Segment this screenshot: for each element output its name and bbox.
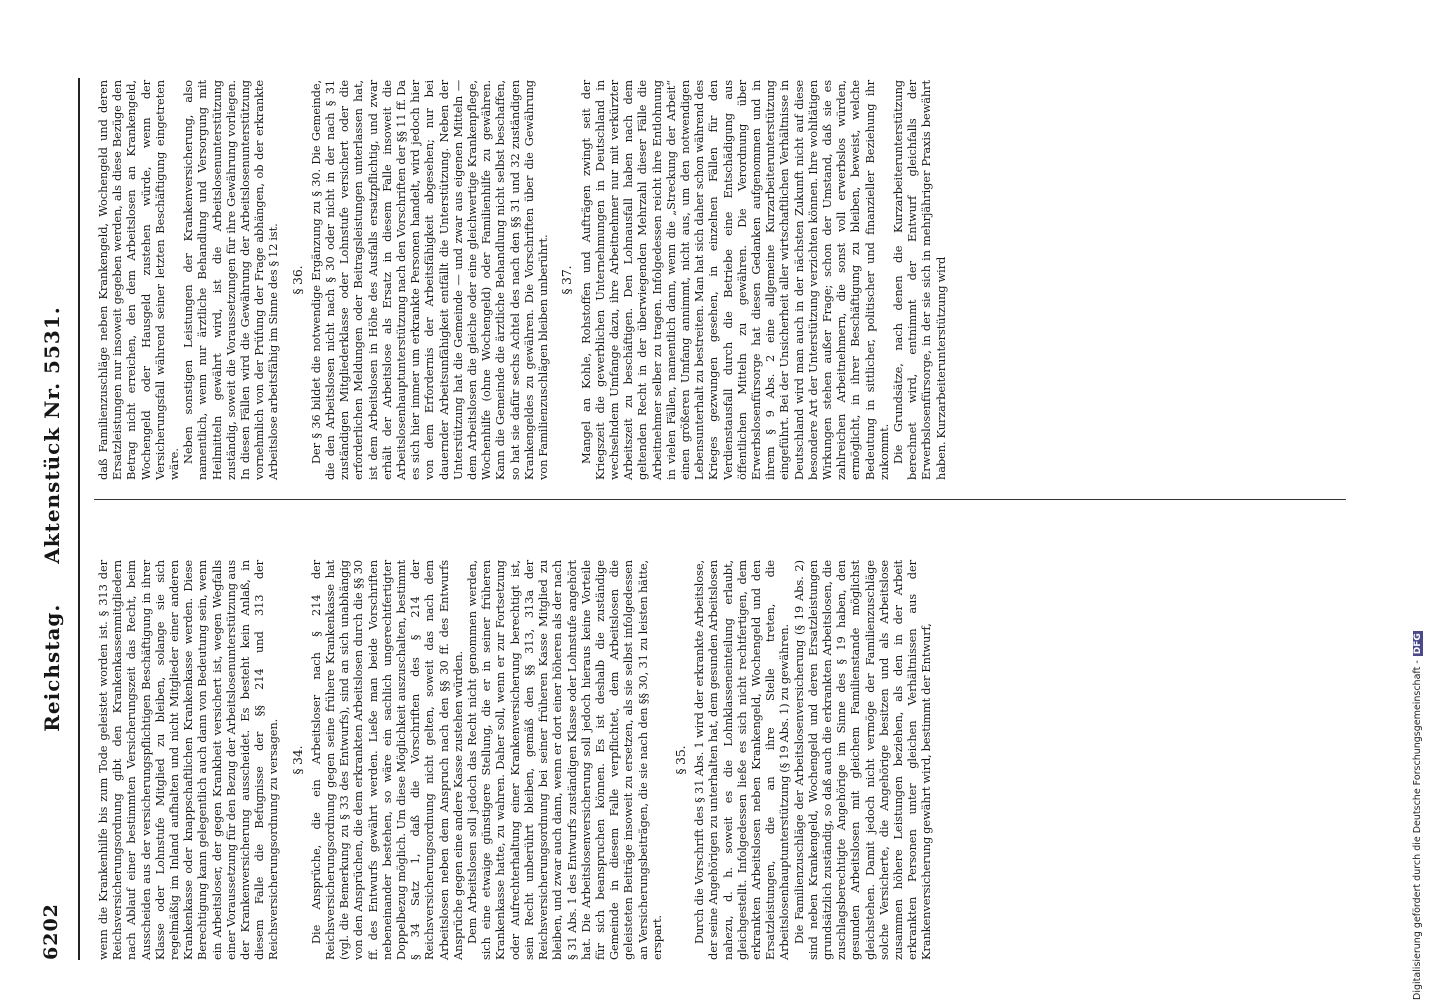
paragraph: Die Grundsätze, nach denen die Kurzarbeiterunterstützung berechnet wird, entnimmt der Entwurf gleichfalls der Erwerbslosenfürsorge, in der sie sich in mehrjähriger Praxis bewährt haben. Kurzarbeiterunterstützung wird [890, 80, 948, 480]
digitization-note [1412, 0, 1430, 1000]
section-heading-34: § 34. [289, 745, 305, 775]
paragraph: Durch die Vorschrift des § 31 Abs. 1 wird der erkrankte Arbeitslose, der seine Angehörigen zu unterhalten hat, dem gesunden Arbeitslosen nahezu, d. h. soweit es die Lohnklasseneinteilung erlaubt, gleichgestellt. Infolgedessen ließe es sich nicht rechtfertigen, dem erkrankten Arbeitslosen neben Krankengeld, Wochengeld und den Ersatzleistungen, die an ihre Stelle treten, die Arbeitslosenhauptunterstützung (§ 19 Abs. 1) zu gewähren. [692, 560, 792, 960]
page-header [40, 78, 74, 960]
paragraph: Mangel an Kohle, Rohstoffen und Aufträgen zwingt seit der Kriegszeit die gewerblichen Unternehmungen in Deutschland in wechselndem Umfange dazu, ihre Arbeitnehmer nur mit verkürzter Arbeitszeit zu beschäftigen. Den Lohnausfall haben nach dem geltenden Recht in der überwiegenden Mehrzahl dieser Fälle die Arbeitnehmer selber zu tragen. Infolgedessen reicht ihre Entlohnung in vielen Fällen, namentlich dann, wenn die „Streckung der Arbeit“ einen größeren Umfang annimmt, nicht aus, um den notwendigen Lebensunterhalt zu bestreiten. Man hat sich daher schon während des Krieges gezwungen gesehen, in einzelnen Fällen für den Verdienstausfall durch die Betriebe eine Entschädigung aus öffentlichen Mitteln zu gewähren. Die Verordnung über Erwerbslosenfürsorge hat diesen Gedanken aufgenommen und in ihrem § 9 Abs. 2 eine allgemeine Kurzarbeiterunterstützung eingeführt. Bei der Unsicherheit aller wirtschaftlichen Verhältnisse in Deutschland wird man auch in der nächsten Zukunft nicht auf diese besondere Art der Unterstützung verzichten können. Ihre wohltätigen Wirkungen stehen außer Frage; schon der Umstand, daß sie es zahlreichen Arbeitnehmern, die sonst voll erwerbslos würden, ermöglicht, in ihrer Beschäftigung zu bleiben, beweist, welche Bedeutung in sittlicher, politischer und finanzieller Beziehung ihr zukommt. [578, 80, 891, 480]
section-heading-36: § 36. [289, 265, 305, 295]
header-rule [78, 78, 80, 960]
paragraph: wenn die Krankenhilfe bis zum Tode geleistet worden ist. § 313 der Reichsversicherungsordnung gibt den Krankenkassenmitgliedern nach Ablauf einer bestimmten Versicherungszeit das Recht, beim Ausscheiden aus der versicherungspflichtigen Beschäftigung in ihrer Klasse oder Lohnstufe Mitglied zu bleiben, solange sie sich regelmäßig im Inland aufhalten und nicht Mitglieder einer anderen Krankenkasse oder knappschaftlichen Krankenkasse werden. Diese Berechtigung kann gelegentlich auch dann von Bedeutung sein, wenn ein Arbeitsloser, der gegen Krankheit versichert ist, wegen Wegfalls einer Voraussetzung für den Bezug der Arbeitslosenunterstützung aus der Krankenversicherung ausscheidet. Es besteht kein Anlaß, in diesem Falle die Befugnisse der §§ 214 und 313 der Reichsversicherungsordnung zu versagen. [96, 560, 281, 960]
paragraph: Die Ansprüche, die ein Arbeitsloser nach § 214 der Reichsversicherungsordnung gegen seine frühere Krankenkasse hat (vgl. die Bemerkung zu § 33 des Entwurfs), sind an sich unabhängig von den Ansprüchen, die dem erkrankten Arbeitslosen durch die §§ 30 ff. des Entwurfs gewährt werden. Ließe man beide Vorschriften nebeneinander bestehen, so wäre ein sachlich ungerechtfertigter Doppelbezug möglich. Um diese Möglichkeit auszuschalten, bestimmt § 34 Satz 1, daß die Vorschriften des § 214 der Reichsversicherungsordnung nicht gelten, soweit das nach dem Arbeitslosen neben dem Anspruch nach den §§ 30 ff. des Entwurfs Ansprüche gegen eine andere Kasse zustehen würden. [308, 560, 465, 960]
dfg-logo: DFG [1413, 633, 1423, 655]
paragraph: Dem Arbeitslosen soll jedoch das Recht nicht genommen werden, sich eine etwaige günstigere Stellung, die er in seiner früheren Krankenkasse hatte, zu wahren. Daher soll, wenn er zur Fortsetzung oder Aufrechterhaltung einer Krankenversicherung berechtigt ist, sein Recht unberührt bleiben, gemäß den §§ 313, 313a der Reichsversicherungsordnung bei seiner früheren Kasse Mitglied zu bleiben, und zwar auch dann, wenn er dort einer höheren als der nach § 31 Abs. 1 des Entwurfs zuständigen Klasse oder Lohnstufe angehört hat. Die Arbeitslosenversicherung soll jedoch hieraus keine Vorteile für sich beanspruchen können. Es ist deshalb die zuständige Gemeinde in diesem Falle verpflichtet, dem Arbeitslosen die geleisteten Beiträge insoweit zu ersetzen, als sie selbst infolgedessen an Versicherungsbeiträgen, die sie nach den §§ 30, 31 zu leisten hätte, erspart. [465, 560, 664, 960]
title-right: Aktenstück Nr. 5531. [40, 306, 64, 564]
left-column [96, 560, 934, 960]
paragraph: Die Familienzuschläge der Arbeitslosenversicherung (§ 19 Abs. 2) sind neben Krankengeld, Wochengeld und deren Ersatzleistungen grundsätzlich zuständig, so daß auch die erkrankten Arbeitslosen, die zuschlagsberechtigte Angehörige im Sinne des § 19 haben, den gesunden Arbeitslosen mit gleichem Familienstande möglichst gleichstehen. Damit jedoch nicht vermöge der Familienzuschläge solche Versicherte, die Angehörige besitzen und als Arbeitslose zusammen höhere Leistungen beziehen, als den in der Arbeit erkrankten Personen unter gleichen Verhältnissen aus der Krankenversicherung gewährt wird, bestimmt der Entwurf, [791, 560, 934, 960]
section-heading-37: § 37. [559, 265, 575, 295]
column-divider [94, 499, 1346, 500]
right-column [96, 80, 948, 480]
page-title [40, 78, 64, 960]
paragraph: daß Familienzuschläge neben Krankengeld, Wochengeld und deren Ersatzleistungen nur insoweit gegeben werden, als diese Bezüge den Betrag nicht erreichen, den dem Arbeitslosen an Krankengeld, Wochengeld oder Hausgeld zustehen würde, wenn der Versicherungsfall während seiner letzten Beschäftigung eingetreten wäre. [96, 80, 182, 480]
title-left: Reichstag. [40, 603, 64, 732]
page-number: 6202 [40, 903, 62, 960]
paragraph: Neben sonstigen Leistungen der Krankenversicherung, also namentlich, wenn nur ärztliche Behandlung und Versorgung mit Heilmitteln gewährt wird, ist die Arbeitslosenunterstützung zuständig, soweit die Voraussetzungen für ihre Gewährung vorliegen. In diesen Fällen wird die Gewährung der Arbeitslosenunterstützung vornehmlich von der Prüfung der Frage abhängen, ob der erkrankte Arbeitslose arbeitsfähig im Sinne des § 12 ist. [181, 80, 281, 480]
section-heading-35: § 35. [672, 745, 688, 775]
digitization-text: Digitalisierung gefördert durch die Deutsche Forschungsgemeinschaft - [1412, 660, 1423, 1000]
paragraph: Der § 36 bildet die notwendige Ergänzung zu § 30. Die Gemeinde, die den Arbeitslosen nicht nach § 30 oder nicht in der nach § 31 zuständigen Mitgliederklasse oder Lohnstufe versichert oder die erforderlichen Meldungen oder Beitragsleistungen unterlassen hat, ist dem Arbeitslosen in Höhe des Ausfalls ersatzpflichtig, und zwar erhält der Arbeitslose als Ersatz in diesem Falle insoweit die Arbeitslosenhauptunterstützung nach den Vorschriften der §§ 11 ff. Da es sich hier immer um erkrankte Personen handelt, wird jedoch hier von dem Erfordernis der Arbeitsfähigkeit abgesehen; nur bei dauernder Arbeitsunfähigkeit entfällt die Unterstützung. Neben der Unterstützung hat die Gemeinde — und zwar aus eigenen Mitteln — dem Arbeitslosen die gleiche oder eine gleichwertige Krankenpflege, Wochenhilfe (ohne Wochengeld) oder Familienhilfe zu gewähren. Kann die Gemeinde die ärztliche Behandlung nicht selbst beschaffen, so hat sie dafür sechs Achtel des nach den §§ 31 und 32 zuständigen Krankengeldes zu gewähren. Die Vorschriften über die Gewährung von Familienzuschlägen bleiben unberührt. [308, 80, 551, 480]
